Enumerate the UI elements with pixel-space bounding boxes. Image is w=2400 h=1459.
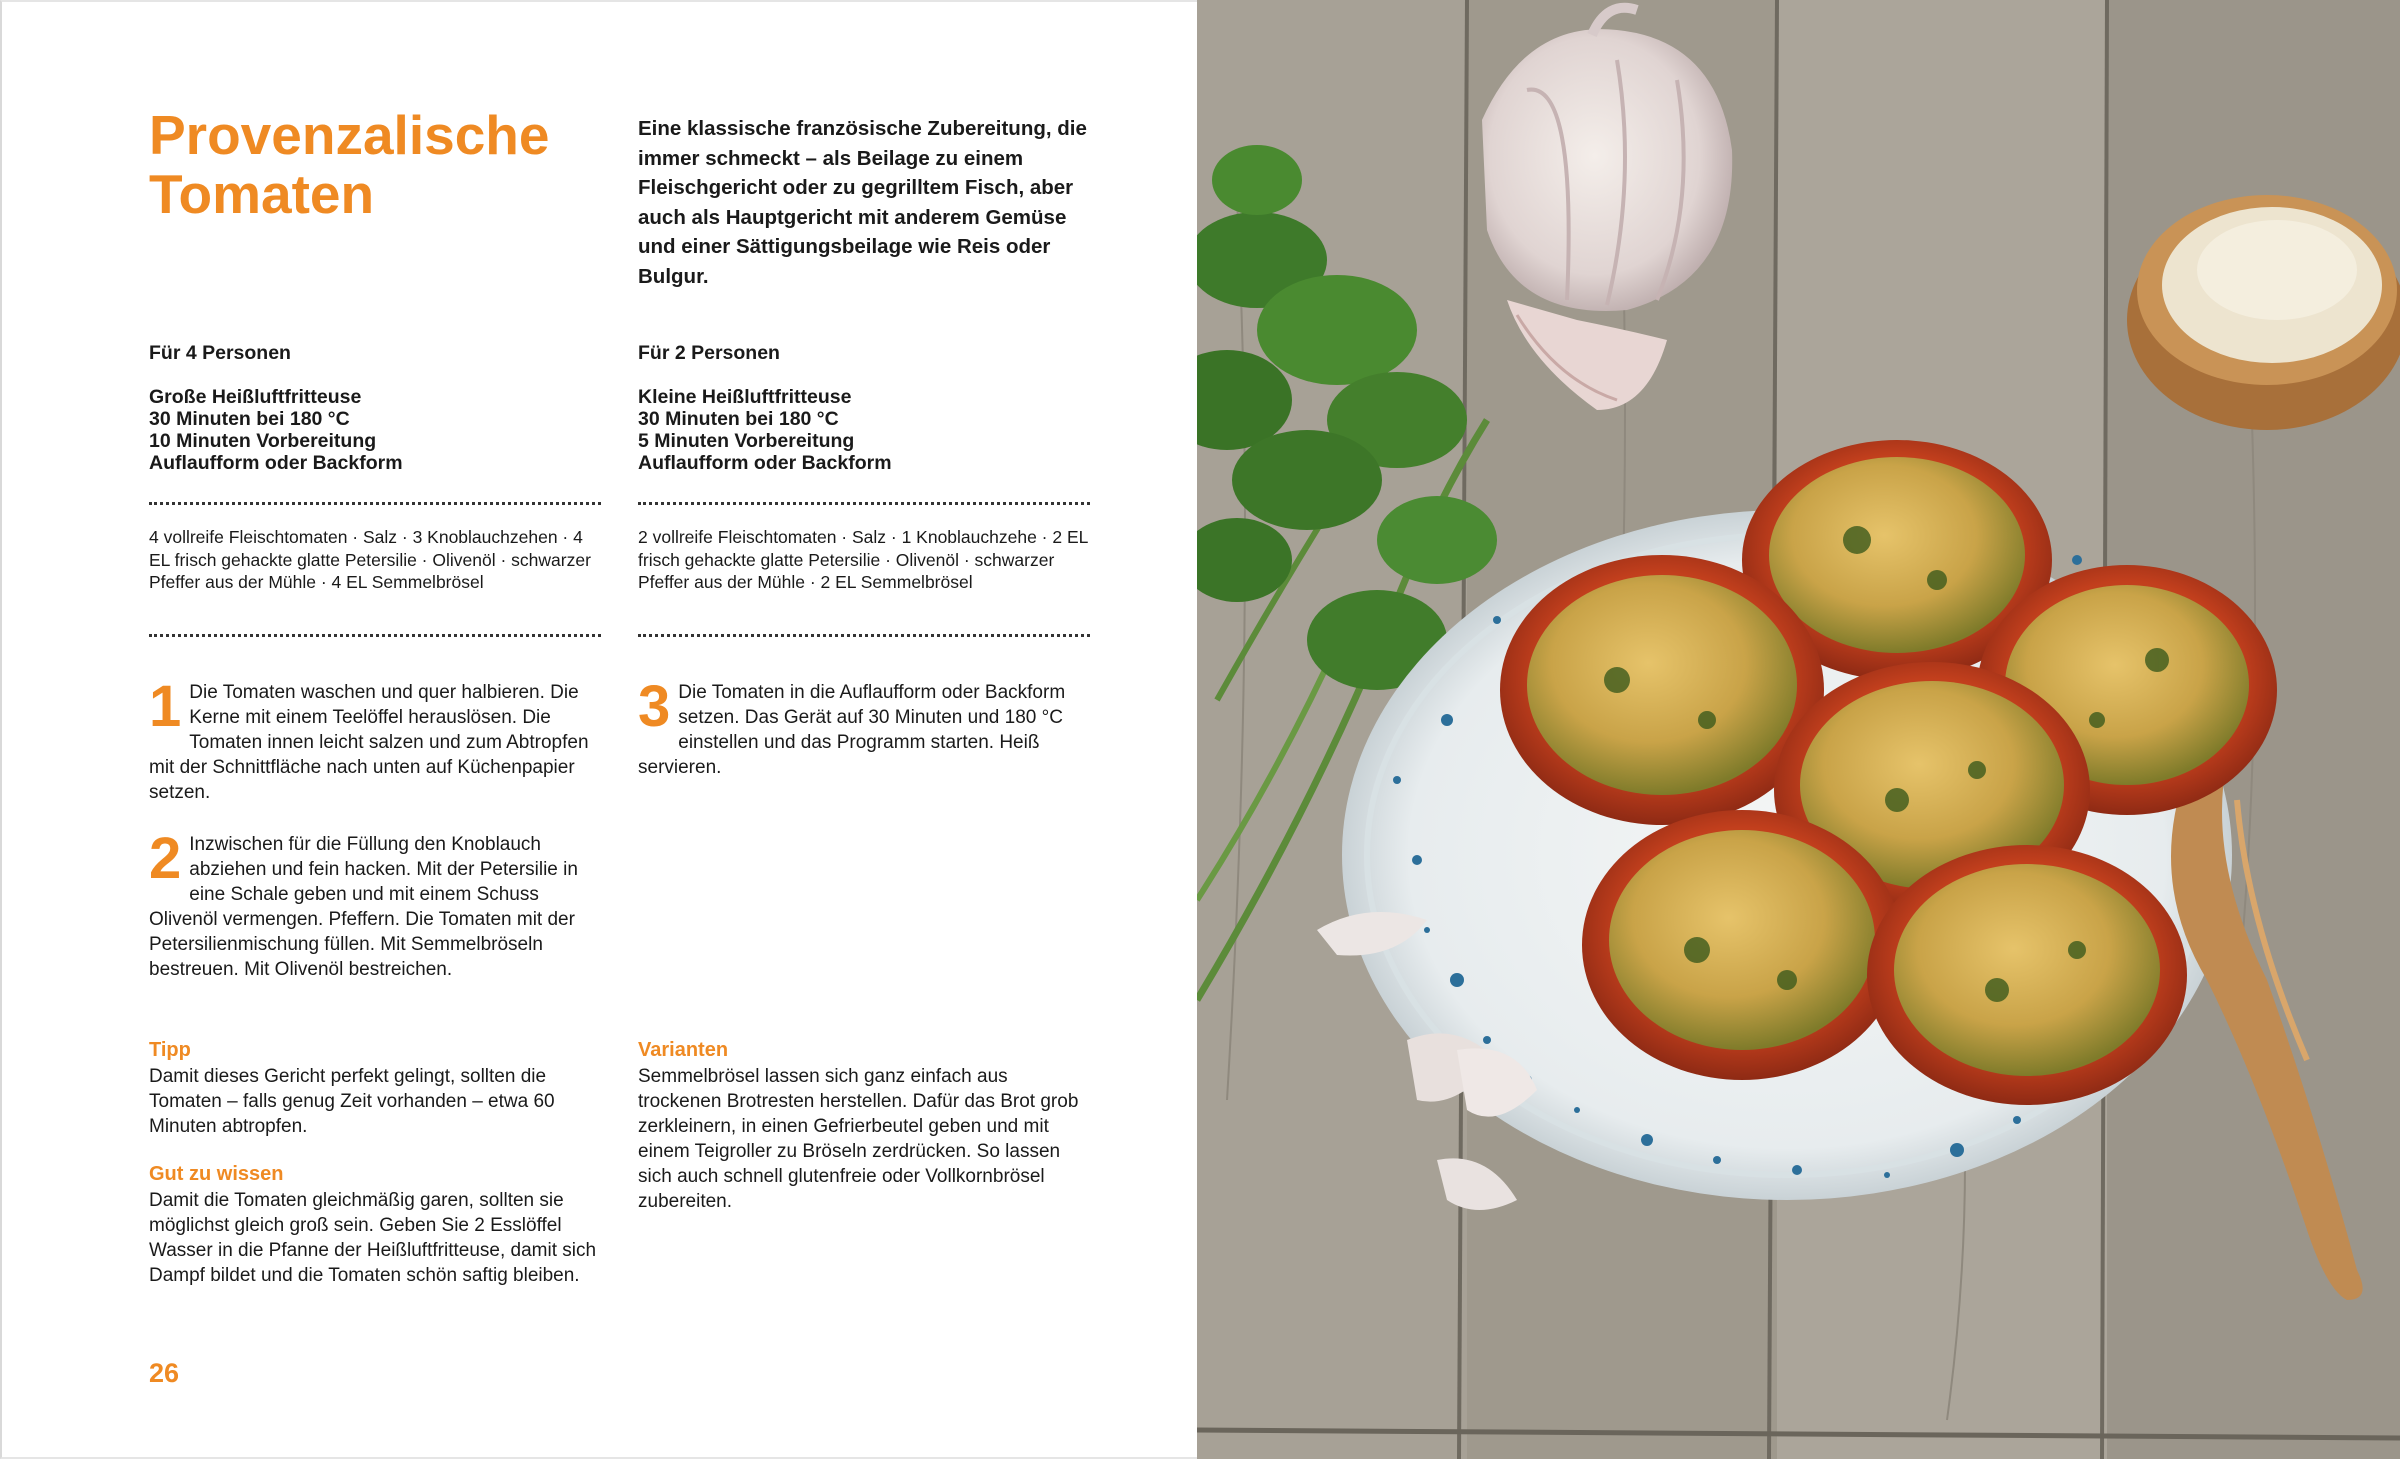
step-text: Die Tomaten in die Auflaufform oder Backform setzen. Das Gerät auf 30 Minuten und 180 °C einstellen und das Programm starten. Heiß servieren. — [638, 682, 1066, 778]
good-to-know-heading: Gut zu wissen — [149, 1163, 284, 1185]
device-line: 10 Minuten Vorbereitung — [149, 430, 377, 452]
step-text: Die Tomaten waschen und quer halbieren. Die Kerne mit einem Teelöffel herauslösen. Die Tomaten innen leicht salzen und zum Abtropfen mit der Schnittfläche nach unten auf Küchenpapier setzen. — [149, 682, 589, 803]
step-2 — [149, 826, 601, 982]
device-line: Auflaufform oder Backform — [149, 452, 403, 474]
step-3 — [638, 674, 1090, 780]
food-photo — [1197, 0, 2400, 1459]
dotted-divider — [638, 502, 1090, 505]
device-line: Auflaufform oder Backform — [638, 452, 892, 474]
recipe-page — [0, 0, 1197, 1459]
dotted-divider — [149, 634, 601, 637]
food-photo-illustration — [1197, 0, 2400, 1459]
device-info-small — [638, 386, 892, 474]
dotted-divider — [149, 502, 601, 505]
ingredients-small: 2 vollreife Fleischtomaten · Salz · 1 Knoblauchzehe · 2 EL frisch gehackte glatte Petersilie · Olivenöl · schwarzer Pfeffer aus der Mühle · 2 EL Semmelbrösel — [638, 527, 1088, 592]
step-number: 3 — [638, 674, 671, 739]
recipe-title: Provenzalische Tomaten — [149, 104, 550, 225]
variants-heading: Varianten — [638, 1039, 729, 1061]
recipe-intro: Eine klassische französische Zubereitung, die immer schmeckt – als Beilage zu einem Fleischgericht oder zu gegrilltem Fisch, aber auch als Hauptgericht mit anderem Gemüse und einer Sättigungsbeilage wie Reis oder Bulgur. — [638, 117, 1087, 288]
tip-text: Damit dieses Gericht perfekt gelingt, sollten die Tomaten – falls genug Zeit vorhanden – etwa 60 Minuten abtropfen. — [149, 1066, 555, 1137]
page-number: 26 — [149, 1358, 180, 1388]
device-line: 30 Minuten bei 180 °C — [638, 408, 839, 430]
dotted-divider — [638, 634, 1090, 637]
step-number: 2 — [149, 826, 182, 891]
step-number: 1 — [149, 674, 182, 739]
servings-large: Für 4 Personen — [149, 342, 291, 364]
tip-heading: Tipp — [149, 1039, 191, 1061]
tomato-icon — [1867, 845, 2187, 1105]
device-info-large — [149, 386, 403, 474]
breadcrumb-bowl-icon — [2127, 195, 2400, 430]
device-line: 5 Minuten Vorbereitung — [638, 430, 855, 452]
device-line: Große Heißluftfritteuse — [149, 386, 362, 408]
step-text: Inzwischen für die Füllung den Knoblauch abziehen und fein hacken. Mit der Petersilie in eine Schale geben und mit einem Schuss Olivenöl vermengen. Pfeffern. Die Tomaten mit der Petersilienmischung füllen. Mit Semmelbröseln bestreuen. Mit Olivenöl bestreichen. — [149, 834, 578, 980]
device-line: Kleine Heißluftfritteuse — [638, 386, 852, 408]
device-line: 30 Minuten bei 180 °C — [149, 408, 350, 430]
good-to-know-text: Damit die Tomaten gleichmäßig garen, sollten sie möglichst gleich groß sein. Geben Sie 2 Esslöffel Wasser in die Pfanne der Heißluftfritteuse, damit sich Dampf bildet und die Tomaten schön saftig bleiben. — [149, 1190, 597, 1286]
step-1 — [149, 674, 601, 805]
tomato-icon — [1582, 810, 1902, 1080]
variants-text: Semmelbrösel lassen sich ganz einfach aus trockenen Brotresten herstellen. Dafür das Brot grob zerkleinern, in einen Gefrierbeutel geben und mit einem Teigroller zu Bröseln zerdrücken. So lassen sich auch schnell glutenfreie oder Vollkornbrösel zubereiten. — [638, 1066, 1079, 1212]
ingredients-large: 4 vollreife Fleischtomaten · Salz · 3 Knoblauchzehen · 4 EL frisch gehackte glatte Petersilie · Olivenöl · schwarzer Pfeffer aus der Mühle · 4 EL Semmelbrösel — [149, 527, 591, 592]
servings-small: Für 2 Personen — [638, 342, 780, 364]
